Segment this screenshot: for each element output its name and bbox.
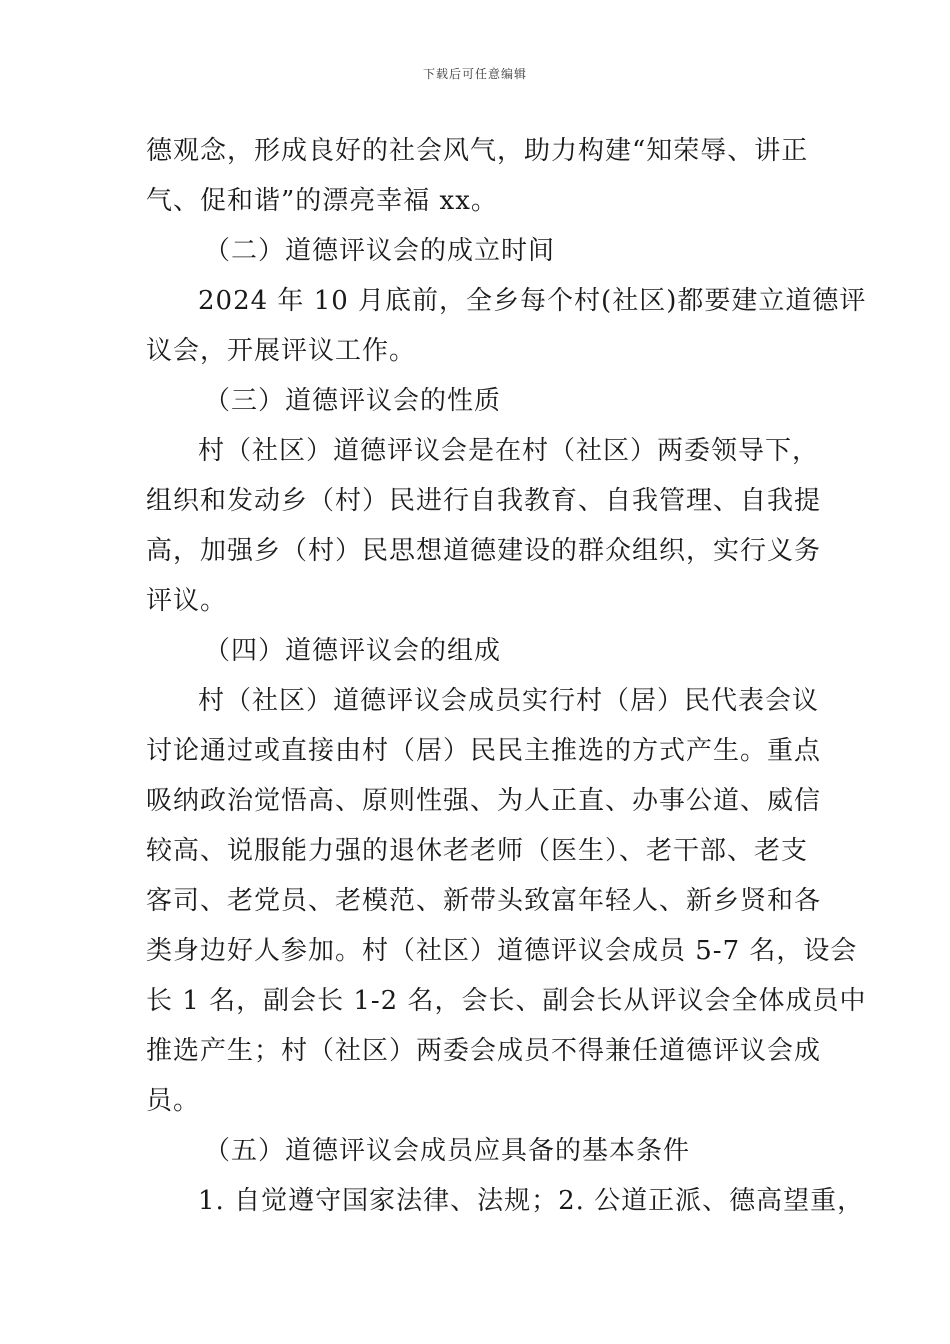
page-header-note: 下载后可任意编辑 [422,67,527,81]
paragraph-line-first: 村（社区）道德评议会是在村（社区）两委领导下， [198,436,820,466]
paragraph-line-continuation: 长 1 名，副会长 1-2 名，会长、副会长从评议会全体成员中 [146,986,867,1016]
paragraph-line-continuation: 高，加强乡（村）民思想道德建设的群众组织，实行义务 [146,536,822,566]
paragraph-line-continuation: 评议。 [146,586,228,616]
paragraph-line-first: 2024 年 10 月底前，全乡每个村(社区)都要建立道德评 [198,286,867,316]
section-heading-5: （五）道德评议会成员应具备的基本条件 [204,1136,691,1166]
paragraph-line-continuation: 推选产生；村（社区）两委会成员不得兼任道德评议会成 [146,1036,822,1066]
paragraph-line-continuation: 客司、老党员、老模范、新带头致富年轻人、新乡贤和各 [146,886,822,916]
paragraph-line-first: 村（社区）道德评议会成员实行村（居）民代表会议 [198,686,820,716]
section-heading-2: （二）道德评议会的成立时间 [204,236,556,266]
paragraph-line-continuation: 讨论通过或直接由村（居）民民主推选的方式产生。重点 [146,736,822,766]
section-heading-4: （四）道德评议会的组成 [204,636,502,666]
paragraph-line-continuation: 组织和发动乡（村）民进行自我教育、自我管理、自我提 [146,486,822,516]
paragraph-line-continuation: 较高、说服能力强的退休老老师（医生）、老干部、老支 [146,836,809,866]
document-body [146,126,867,1226]
section-heading-3: （三）道德评议会的性质 [204,386,502,416]
paragraph-line-first: 1. 自觉遵守国家法律、法规；2. 公道正派、德高望重， [198,1186,865,1216]
paragraph-line-continuation: 员。 [146,1086,201,1116]
paragraph-line-continuation: 类身边好人参加。村（社区）道德评议会成员 5-7 名，设会 [146,936,858,966]
paragraph-line-continuation: 德观念，形成良好的社会风气，助力构建“知荣辱、讲正 [146,136,809,166]
paragraph-line-continuation: 议会，开展评议工作。 [146,336,417,366]
paragraph-line-continuation: 气、促和谐”的漂亮幸福 xx。 [146,186,498,216]
paragraph-line-continuation: 吸纳政治觉悟高、原则性强、为人正直、办事公道、威信 [146,786,822,816]
